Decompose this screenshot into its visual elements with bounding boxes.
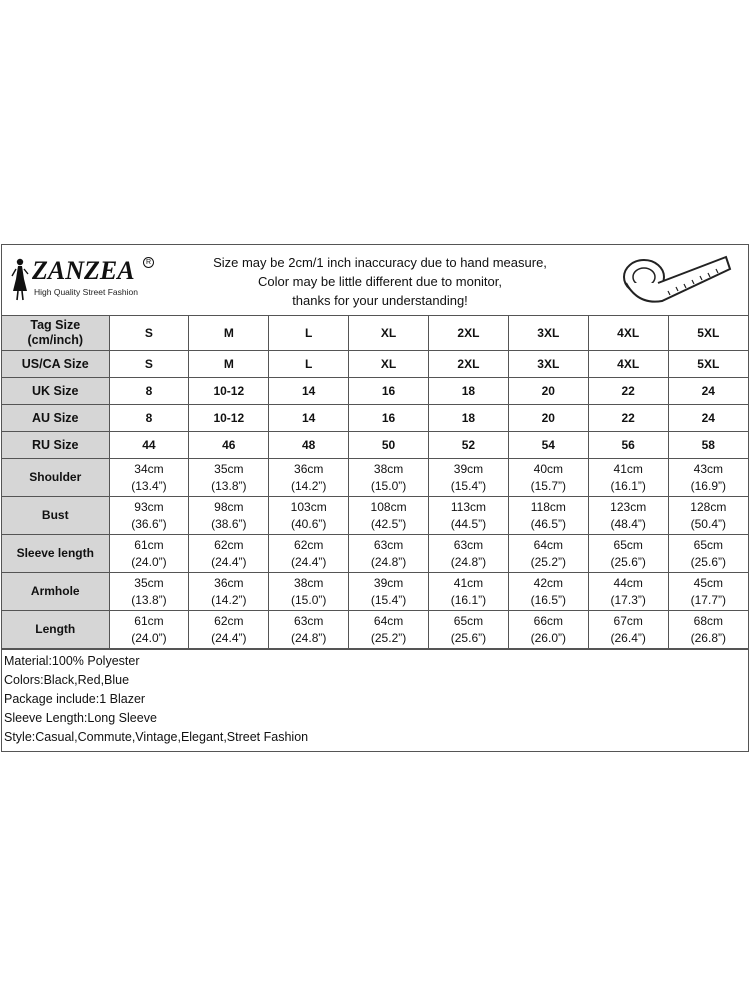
table-cell: 18	[429, 405, 509, 432]
cm-value: 65cm	[453, 613, 484, 628]
table-cell	[429, 611, 509, 649]
info-line: Material:100% Polyester	[4, 654, 140, 668]
fashion-figure-icon	[10, 257, 30, 301]
inch-value: (13.8”)	[211, 478, 247, 493]
row-label: US/CA Size	[2, 351, 109, 378]
inch-value: (24.8”)	[370, 554, 407, 569]
table-cell: XL	[349, 351, 429, 378]
inch-value: (14.2”)	[291, 478, 327, 493]
inch-value: (25.6”)	[690, 554, 726, 569]
table-cell	[349, 497, 429, 535]
inch-value: (44.5”)	[450, 516, 487, 531]
inch-value: (24.8”)	[450, 554, 487, 569]
table-cell: 5XL	[668, 351, 748, 378]
inch-value: (36.6”)	[131, 516, 167, 531]
row-label: Sleeve length	[2, 535, 109, 573]
table-cell: 20	[508, 405, 588, 432]
table-cell: S	[109, 316, 189, 351]
row-label: Bust	[2, 497, 109, 535]
cm-value: 62cm	[214, 613, 244, 628]
cm-value: 68cm	[693, 613, 723, 628]
inch-value: (25.2”)	[530, 554, 566, 569]
table-cell: 2XL	[429, 316, 509, 351]
cm-value: 98cm	[214, 499, 244, 514]
inch-value: (26.0”)	[530, 630, 566, 645]
table-cell	[588, 535, 668, 573]
inch-value: (17.7”)	[690, 592, 726, 607]
table-cell: 2XL	[429, 351, 509, 378]
inch-value: (17.3”)	[610, 592, 646, 607]
table-row	[2, 432, 748, 459]
table-row	[2, 378, 748, 405]
brand-tagline: High Quality Street Fashion	[34, 287, 138, 297]
cm-value: 35cm	[214, 461, 244, 476]
cm-value: 42cm	[533, 575, 563, 590]
size-chart	[1, 244, 749, 752]
inch-value: (24.4”)	[211, 554, 247, 569]
inch-value: (25.6”)	[610, 554, 646, 569]
row-label: RU Size	[2, 432, 109, 459]
table-cell	[349, 459, 429, 497]
row-label: Armhole	[2, 573, 109, 611]
table-cell	[109, 535, 189, 573]
row-label: Tag Size (cm/inch)	[2, 316, 109, 351]
table-cell: 16	[349, 378, 429, 405]
cm-value: 61cm	[134, 537, 164, 552]
table-cell	[349, 535, 429, 573]
cm-value: 108cm	[370, 499, 407, 514]
table-cell	[429, 497, 509, 535]
table-cell	[668, 459, 748, 497]
cm-value: 41cm	[613, 461, 643, 476]
table-cell: 22	[588, 378, 668, 405]
table-cell	[429, 459, 509, 497]
table-row	[2, 459, 748, 497]
table-row	[2, 573, 748, 611]
table-cell: 14	[269, 378, 349, 405]
inch-value: (16.9”)	[690, 478, 726, 493]
table-cell: 22	[588, 405, 668, 432]
inch-value: (46.5”)	[530, 516, 566, 531]
table-cell	[588, 497, 668, 535]
inch-value: (16.1”)	[450, 592, 487, 607]
table-cell	[668, 573, 748, 611]
table-cell	[109, 573, 189, 611]
info-line: Style:Casual,Commute,Vintage,Elegant,Street Fashion	[4, 730, 309, 744]
cm-value: 39cm	[453, 461, 484, 476]
cm-value: 38cm	[294, 575, 324, 590]
inch-value: (26.8”)	[690, 630, 726, 645]
table-cell	[588, 459, 668, 497]
table-cell: 16	[349, 405, 429, 432]
cm-value: 45cm	[693, 575, 723, 590]
cm-value: 65cm	[693, 537, 723, 552]
inch-value: (24.8”)	[291, 630, 327, 645]
cm-value: 93cm	[134, 499, 164, 514]
size-table	[2, 316, 748, 649]
table-cell: 10-12	[189, 405, 269, 432]
cm-value: 66cm	[533, 613, 563, 628]
table-cell	[269, 497, 349, 535]
table-cell: 14	[269, 405, 349, 432]
table-cell: S	[109, 351, 189, 378]
inch-value: (15.0”)	[291, 592, 327, 607]
product-info	[2, 649, 748, 751]
table-cell: 3XL	[508, 351, 588, 378]
table-cell: 52	[429, 432, 509, 459]
notice-line: thanks for your understanding!	[292, 293, 468, 308]
measurement-notice	[162, 253, 598, 310]
cm-value: 39cm	[373, 575, 404, 590]
notice-line: Color may be little different due to monitor,	[258, 274, 502, 289]
table-cell	[668, 497, 748, 535]
inch-value: (24.4”)	[211, 630, 247, 645]
inch-value: (13.8”)	[131, 592, 167, 607]
table-cell: 58	[668, 432, 748, 459]
inch-value: (24.0”)	[131, 554, 167, 569]
inch-value: (24.4”)	[291, 554, 327, 569]
table-cell	[588, 573, 668, 611]
info-line: Package include:1 Blazer	[4, 692, 146, 706]
inch-value: (15.7”)	[530, 478, 566, 493]
cm-value: 64cm	[533, 537, 563, 552]
table-cell: 48	[269, 432, 349, 459]
table-cell	[109, 497, 189, 535]
table-row	[2, 611, 748, 649]
inch-value: (15.4”)	[450, 478, 487, 493]
inch-value: (38.6”)	[211, 516, 247, 531]
size-chart-header	[2, 245, 748, 316]
cm-value: 36cm	[294, 461, 324, 476]
inch-value: (24.0”)	[131, 630, 167, 645]
table-cell	[189, 459, 269, 497]
table-cell: 5XL	[668, 316, 748, 351]
cm-value: 40cm	[533, 461, 563, 476]
table-cell: M	[189, 316, 269, 351]
table-cell: 46	[189, 432, 269, 459]
table-cell: M	[189, 351, 269, 378]
table-row	[2, 316, 748, 351]
inch-value: (42.5”)	[370, 516, 407, 531]
table-cell	[349, 573, 429, 611]
table-cell: 50	[349, 432, 429, 459]
table-cell	[429, 535, 509, 573]
row-label: AU Size	[2, 405, 109, 432]
inch-value: (16.5”)	[530, 592, 566, 607]
table-cell: L	[269, 316, 349, 351]
table-cell	[269, 535, 349, 573]
cm-value: 36cm	[214, 575, 244, 590]
table-cell	[189, 535, 269, 573]
inch-value: (40.6”)	[291, 516, 327, 531]
table-row	[2, 405, 748, 432]
table-cell: 20	[508, 378, 588, 405]
table-cell: 44	[109, 432, 189, 459]
table-cell	[349, 611, 429, 649]
table-row	[2, 351, 748, 378]
inch-value: (15.0”)	[370, 478, 407, 493]
table-cell: 54	[508, 432, 588, 459]
table-cell: 10-12	[189, 378, 269, 405]
inch-value: (14.2”)	[211, 592, 247, 607]
row-label: UK Size	[2, 378, 109, 405]
table-cell	[429, 573, 509, 611]
inch-value: (25.6”)	[450, 630, 487, 645]
table-cell	[508, 535, 588, 573]
table-row	[2, 535, 748, 573]
inch-value: (15.4”)	[370, 592, 407, 607]
row-label: Shoulder	[2, 459, 109, 497]
table-cell: 56	[588, 432, 668, 459]
inch-value: (48.4”)	[610, 516, 646, 531]
table-cell	[109, 611, 189, 649]
cm-value: 61cm	[134, 613, 164, 628]
cm-value: 35cm	[134, 575, 164, 590]
cm-value: 118cm	[530, 499, 566, 514]
table-cell: 4XL	[588, 351, 668, 378]
cm-value: 43cm	[693, 461, 723, 476]
table-cell: 24	[668, 405, 748, 432]
table-cell	[508, 611, 588, 649]
info-line: Sleeve Length:Long Sleeve	[4, 711, 157, 725]
table-cell	[668, 611, 748, 649]
cm-value: 38cm	[373, 461, 404, 476]
table-cell	[189, 611, 269, 649]
inch-value: (16.1”)	[610, 478, 646, 493]
cm-value: 65cm	[613, 537, 643, 552]
cm-value: 62cm	[294, 537, 324, 552]
brand-name: ZANZEA	[32, 256, 135, 285]
cm-value: 63cm	[453, 537, 484, 552]
table-cell	[189, 573, 269, 611]
inch-value: (26.4”)	[610, 630, 646, 645]
cm-value: 67cm	[613, 613, 643, 628]
table-cell	[508, 497, 588, 535]
row-label: Length	[2, 611, 109, 649]
info-line: Colors:Black,Red,Blue	[4, 673, 130, 687]
table-cell: 8	[109, 405, 189, 432]
inch-value: (50.4”)	[690, 516, 726, 531]
table-cell	[189, 497, 269, 535]
table-cell	[269, 573, 349, 611]
measuring-tape-icon	[618, 249, 736, 311]
table-cell: 24	[668, 378, 748, 405]
notice-line: Size may be 2cm/1 inch inaccuracy due to hand measure,	[213, 255, 547, 270]
cm-value: 103cm	[290, 499, 327, 514]
cm-value: 63cm	[373, 537, 404, 552]
cm-value: 64cm	[373, 613, 404, 628]
table-cell: L	[269, 351, 349, 378]
table-cell: 18	[429, 378, 509, 405]
table-cell: 3XL	[508, 316, 588, 351]
cm-value: 41cm	[453, 575, 484, 590]
brand-logo	[6, 255, 156, 305]
cm-value: 123cm	[610, 499, 647, 514]
cm-value: 34cm	[134, 461, 164, 476]
cm-value: 44cm	[613, 575, 643, 590]
table-cell	[588, 611, 668, 649]
inch-value: (25.2”)	[370, 630, 407, 645]
inch-value: (13.4”)	[131, 478, 167, 493]
table-cell	[508, 459, 588, 497]
table-cell	[508, 573, 588, 611]
cm-value: 62cm	[214, 537, 244, 552]
table-cell	[269, 459, 349, 497]
table-cell	[668, 535, 748, 573]
registered-mark: R	[143, 257, 154, 268]
cm-value: 113cm	[450, 499, 486, 514]
table-row	[2, 497, 748, 535]
table-cell: XL	[349, 316, 429, 351]
table-cell	[269, 611, 349, 649]
table-cell: 8	[109, 378, 189, 405]
table-cell	[109, 459, 189, 497]
cm-value: 63cm	[294, 613, 324, 628]
cm-value: 128cm	[690, 499, 727, 514]
table-cell: 4XL	[588, 316, 668, 351]
